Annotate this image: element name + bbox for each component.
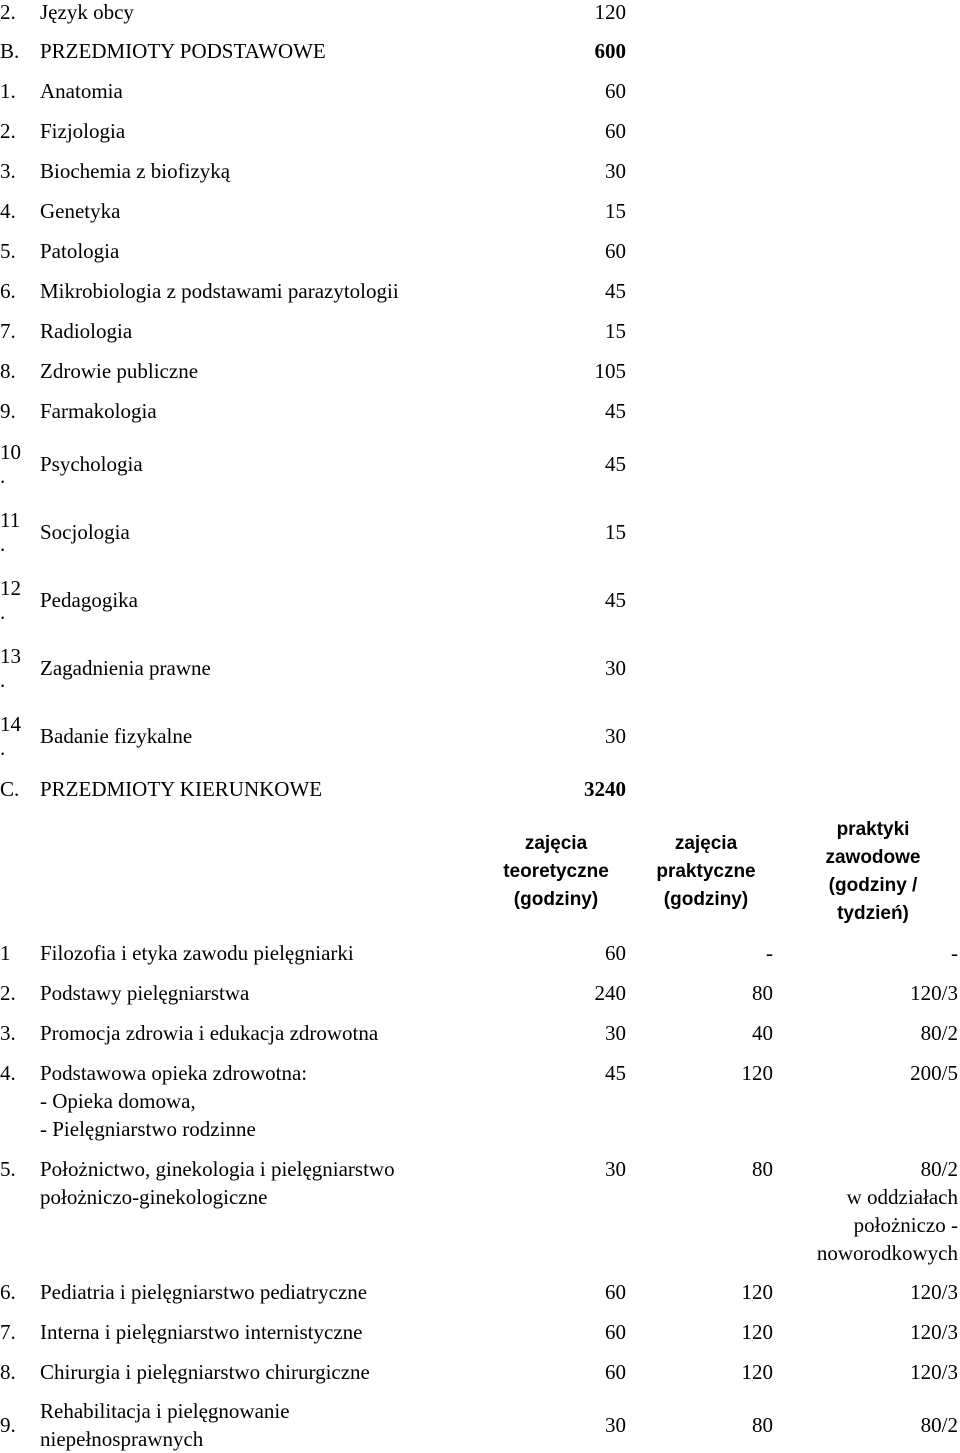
table-row (0, 1360, 960, 1384)
subject-hours: 120 (594, 0, 626, 24)
section-total: 600 (594, 39, 626, 63)
header-line: tydzień) (837, 903, 909, 924)
theory-hours: 60 (605, 1360, 626, 1384)
subject-name: Biochemia z biofizyką (40, 159, 231, 183)
list-item (0, 399, 960, 423)
header-line: zajęcia (674, 833, 738, 854)
subject-hours: 30 (605, 724, 626, 748)
item-number: 11 (0, 508, 21, 532)
internship-line: 80/2 (920, 1157, 958, 1181)
internship-hours: 80/2 (920, 1413, 958, 1437)
subject-name: Podstawy pielęgniarstwa (40, 981, 250, 1005)
list-item (0, 440, 960, 500)
section-b-heading (0, 39, 960, 63)
header-line: praktyczne (656, 861, 756, 882)
subject-name: Badanie fizykalne (40, 724, 193, 748)
subject-hours: 60 (605, 79, 626, 103)
subject-name: Farmakologia (40, 399, 157, 423)
practice-hours: 80 (752, 1157, 773, 1181)
item-number: 3. (0, 1021, 16, 1045)
subject-name: Patologia (40, 239, 120, 263)
item-number: 10 (0, 440, 21, 464)
table-row (0, 941, 960, 965)
practice-hours: 120 (741, 1280, 773, 1304)
practice-hours: - (766, 941, 773, 965)
item-number: 2. (0, 119, 16, 143)
practice-hours: 120 (741, 1061, 773, 1085)
internship-hours: 80/2 (920, 1021, 958, 1045)
subject-name: Promocja zdrowia i edukacja zdrowotna (40, 1021, 379, 1045)
subject-name: Język obcy (40, 0, 134, 24)
list-item (0, 712, 960, 772)
internship-line: w oddziałach (846, 1185, 958, 1209)
section-title: PRZEDMIOTY KIERUNKOWE (40, 777, 323, 801)
list-item (0, 576, 960, 636)
item-number: 12 (0, 576, 21, 600)
subject-hours: 15 (605, 319, 626, 343)
list-item (0, 508, 960, 568)
internship-line: noworodkowych (816, 1241, 958, 1265)
theory-hours: 30 (605, 1413, 626, 1437)
subject-name-line: położniczo-ginekologiczne (40, 1185, 268, 1209)
internship-hours: - (951, 941, 958, 965)
subject-name: Socjologia (40, 520, 130, 544)
table-row (0, 1397, 960, 1451)
table-row (0, 1059, 960, 1145)
list-item (0, 644, 960, 704)
item-number: 1. (0, 79, 16, 103)
subject-name: Anatomia (40, 79, 123, 103)
theory-hours: 60 (605, 1280, 626, 1304)
list-item (0, 319, 960, 343)
item-number: 9. (0, 399, 16, 423)
internship-hours (780, 1155, 958, 1267)
practice-hours: 80 (752, 1413, 773, 1437)
theory-hours: 60 (605, 1320, 626, 1344)
section-label: B. (0, 39, 20, 63)
item-number: 4. (0, 199, 16, 223)
theory-hours: 30 (605, 1157, 626, 1181)
list-item (0, 199, 960, 223)
subject-hours: 45 (605, 399, 626, 423)
section-label: C. (0, 777, 20, 801)
item-number-dot: . (0, 668, 6, 692)
item-number: 6. (0, 279, 16, 303)
subject-name-line: Podstawowa opieka zdrowotna: (40, 1061, 308, 1085)
subject-name-line: Rehabilitacja i pielęgnowanie (40, 1399, 290, 1423)
section-total: 3240 (584, 777, 626, 801)
internship-header (800, 816, 946, 928)
subject-name: Fizjologia (40, 119, 126, 143)
subject-name (40, 1155, 395, 1211)
header-line: praktyki (836, 819, 910, 840)
theory-hours: 30 (605, 1021, 626, 1045)
item-number: 2. (0, 0, 16, 24)
practice-hours: 120 (741, 1360, 773, 1384)
item-number: 7. (0, 1320, 16, 1344)
list-item (0, 119, 960, 143)
subject-name-line: Położnictwo, ginekologia i pielęgniarstwo (40, 1157, 395, 1181)
subject-hours: 45 (605, 279, 626, 303)
list-item (0, 359, 960, 383)
item-number: 5. (0, 1157, 16, 1181)
subject-hours: 30 (605, 656, 626, 680)
subject-name: Pediatria i pielęgniarstwo pediatryczne (40, 1280, 368, 1304)
subject-name: Interna i pielęgniarstwo internistyczne (40, 1320, 363, 1344)
header-line: zajęcia (524, 833, 588, 854)
subject-name: Filozofia i etyka zawodu pielęgniarki (40, 941, 354, 965)
item-number: 2. (0, 981, 16, 1005)
subject-name: Radiologia (40, 319, 133, 343)
section-title: PRZEDMIOTY PODSTAWOWE (40, 39, 326, 63)
internship-hours: 120/3 (910, 1280, 958, 1304)
table-row (0, 1280, 960, 1304)
item-number-dot: . (0, 600, 6, 624)
section-c-heading (0, 777, 960, 801)
subject-name: Pedagogika (40, 588, 138, 612)
practice-hours: 120 (741, 1320, 773, 1344)
item-number: 13 (0, 644, 21, 668)
header-line: (godziny) (663, 889, 749, 910)
internship-line: położniczo - (853, 1213, 958, 1237)
list-item (0, 159, 960, 183)
item-number-dot: . (0, 736, 6, 760)
theory-hours-header (490, 830, 622, 914)
list-item (0, 279, 960, 303)
subject-name: Genetyka (40, 199, 121, 223)
list-item (0, 79, 960, 103)
table-row (0, 1320, 960, 1344)
subject-hours: 60 (605, 239, 626, 263)
table-row (0, 1155, 960, 1267)
item-number-dot: . (0, 532, 6, 556)
item-number: 5. (0, 239, 16, 263)
subject-hours: 60 (605, 119, 626, 143)
header-line: (godziny) (513, 889, 599, 910)
header-line: zawodowe (825, 847, 921, 868)
subject-hours: 45 (605, 452, 626, 476)
subject-name: Zagadnienia prawne (40, 656, 211, 680)
item-number: 14 (0, 712, 21, 736)
subject-hours: 105 (594, 359, 626, 383)
list-item (0, 239, 960, 263)
internship-hours: 200/5 (910, 1061, 958, 1085)
subject-name-line: - Opieka domowa, (40, 1089, 196, 1113)
table-row (0, 981, 960, 1005)
subject-name: Chirurgia i pielęgniarstwo chirurgiczne (40, 1360, 370, 1384)
subject-hours: 30 (605, 159, 626, 183)
item-number-dot: . (0, 464, 6, 488)
subject-hours: 15 (605, 520, 626, 544)
subject-name-line: - Pielęgniarstwo rodzinne (40, 1117, 256, 1141)
table-row (0, 1021, 960, 1045)
item-number: 3. (0, 159, 16, 183)
theory-hours: 45 (605, 1061, 626, 1085)
item-number: 1 (0, 941, 11, 965)
subject-name-line: niepełnosprawnych (40, 1427, 204, 1451)
item-number: 6. (0, 1280, 16, 1304)
subject-name (40, 1397, 290, 1453)
practice-hours-header (642, 830, 770, 914)
item-number: 7. (0, 319, 16, 343)
theory-hours: 60 (605, 941, 626, 965)
internship-hours: 120/3 (910, 981, 958, 1005)
internship-hours: 120/3 (910, 1360, 958, 1384)
practice-hours: 80 (752, 981, 773, 1005)
item-number: 8. (0, 1360, 16, 1384)
list-item (0, 0, 960, 24)
item-number: 9. (0, 1413, 16, 1437)
internship-hours: 120/3 (910, 1320, 958, 1344)
subject-name: Psychologia (40, 452, 143, 476)
item-number: 4. (0, 1061, 16, 1085)
item-number: 8. (0, 359, 16, 383)
subject-name: Zdrowie publiczne (40, 359, 199, 383)
header-line: (godziny / (828, 875, 918, 896)
subject-name: Mikrobiologia z podstawami parazytologii (40, 279, 399, 303)
header-line: teoretyczne (503, 861, 609, 882)
subject-name (40, 1059, 307, 1143)
subject-hours: 15 (605, 199, 626, 223)
theory-hours: 240 (594, 981, 626, 1005)
practice-hours: 40 (752, 1021, 773, 1045)
subject-hours: 45 (605, 588, 626, 612)
